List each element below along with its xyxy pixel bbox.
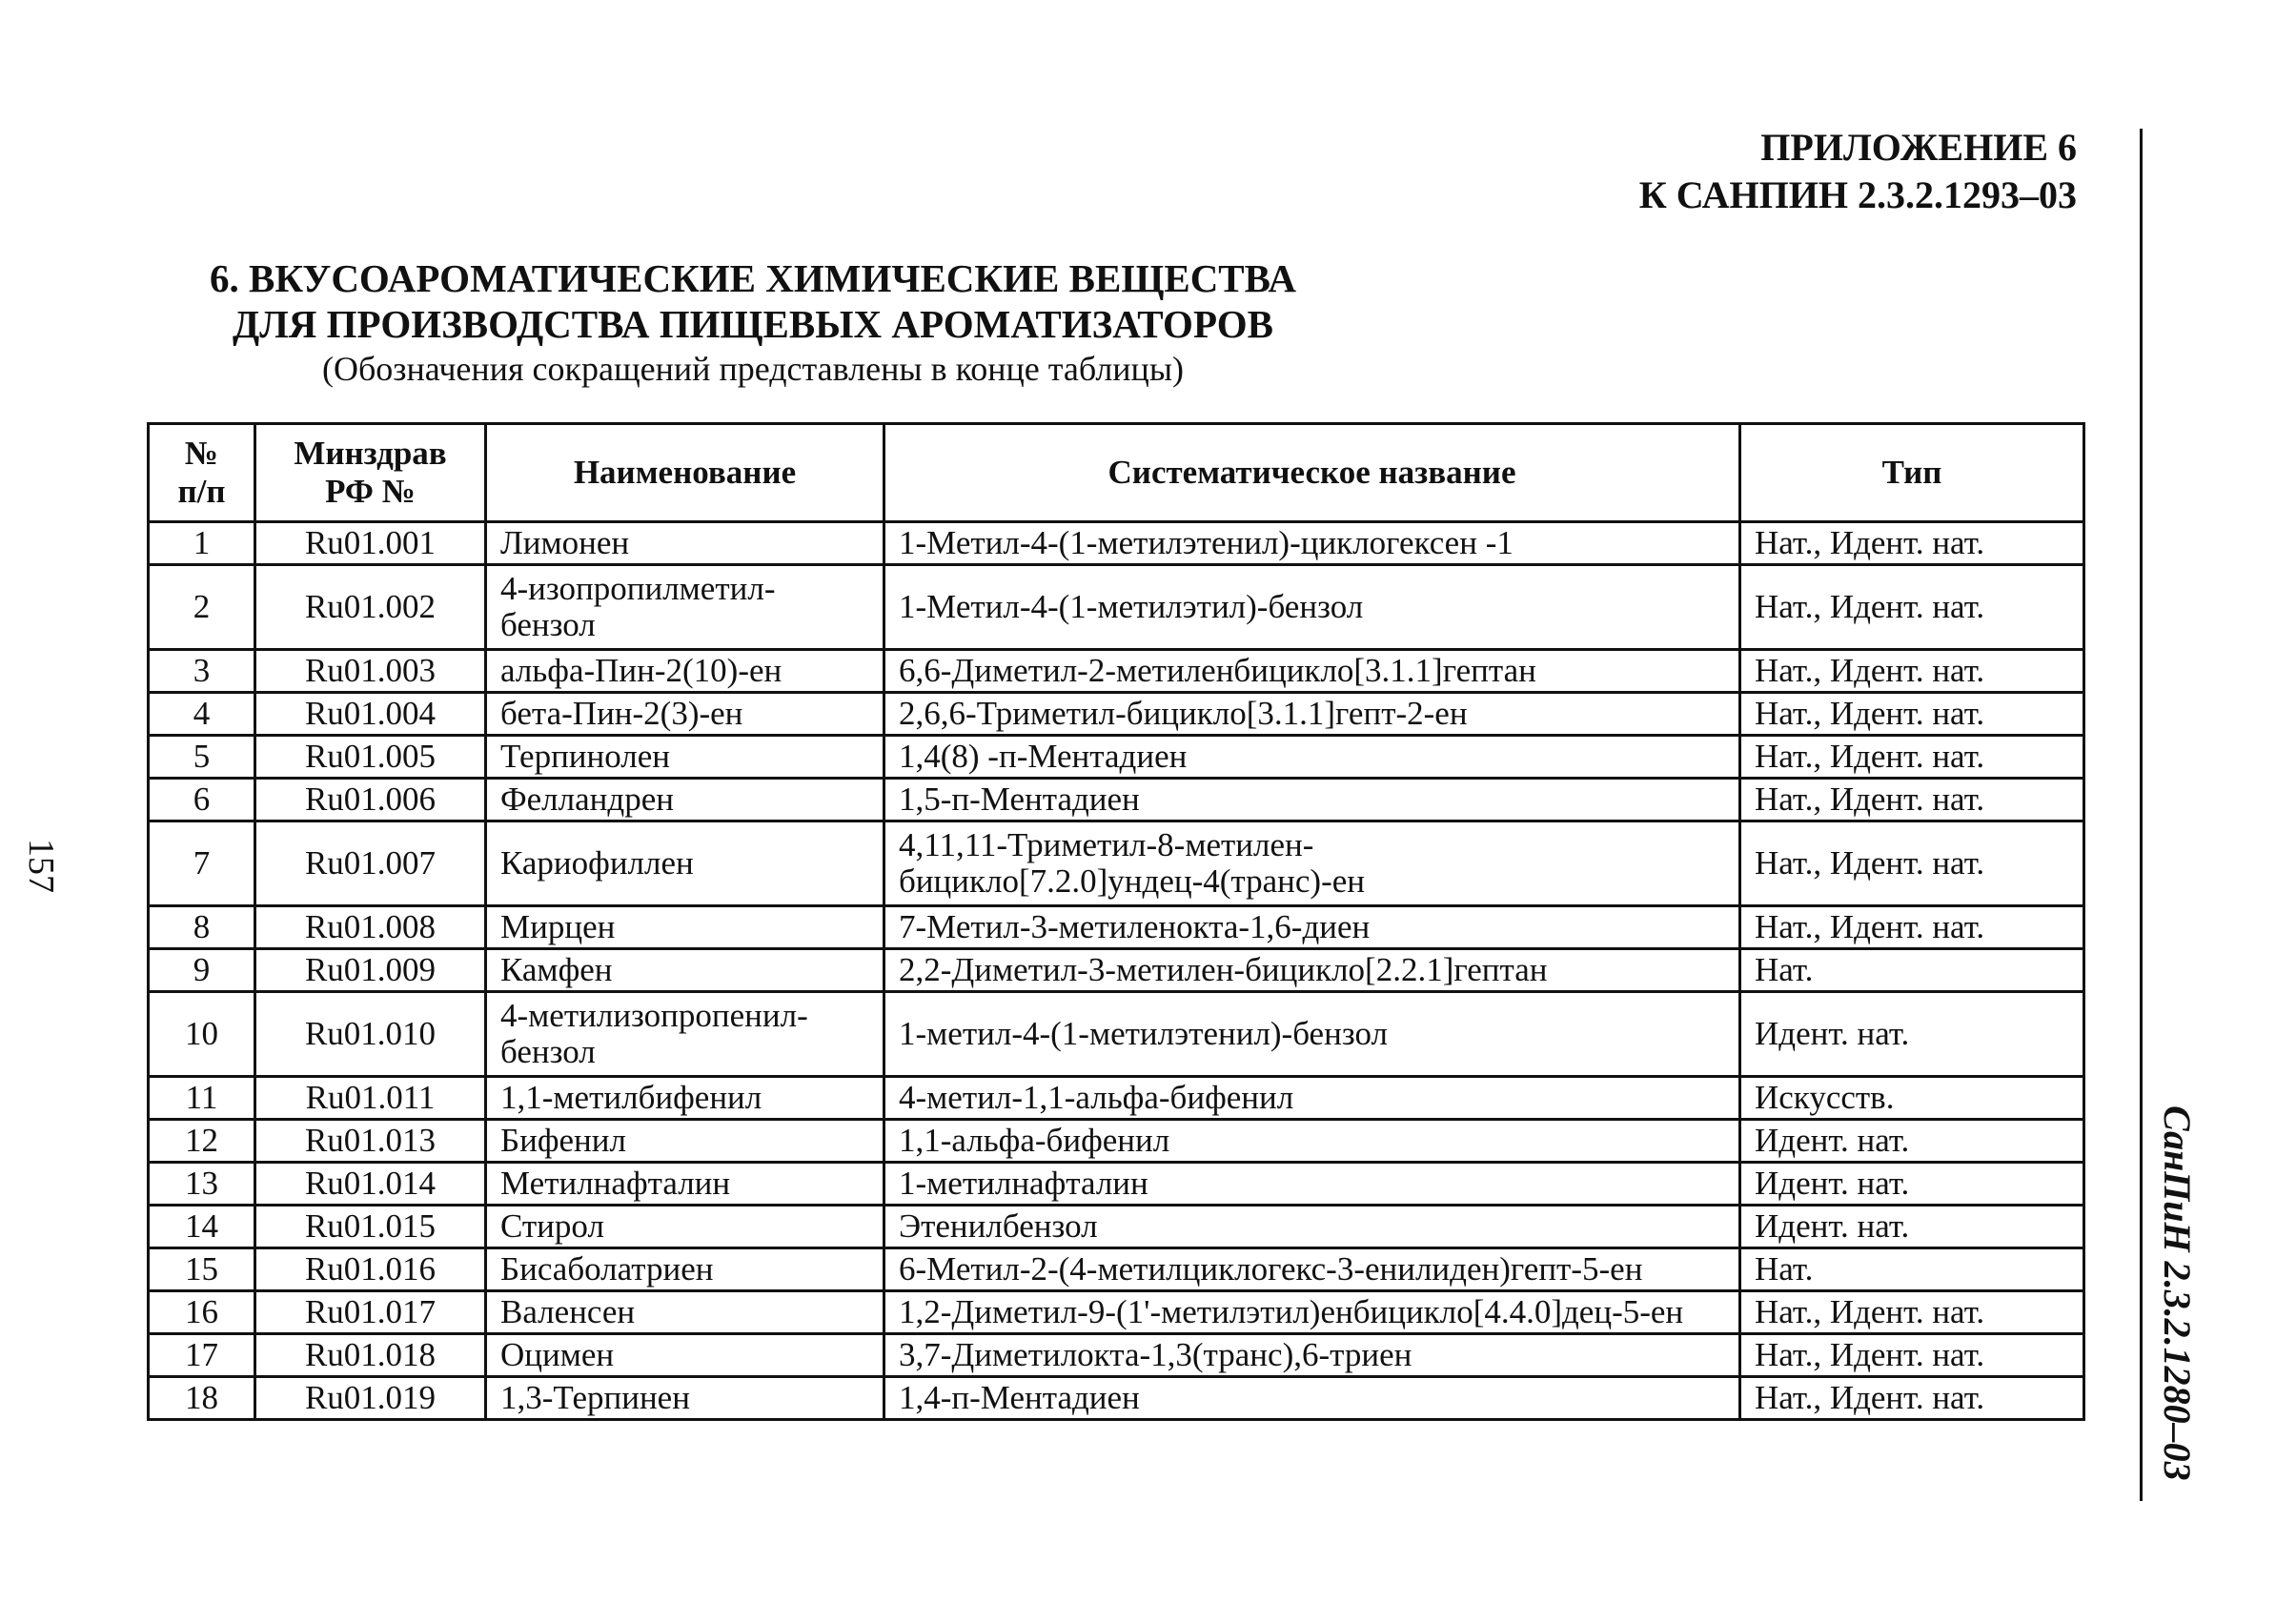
cell-number: 2 bbox=[149, 565, 255, 650]
table-row bbox=[149, 1291, 2084, 1334]
cell-systematic-name-line: 1,5-п-Ментадиен bbox=[899, 781, 1140, 818]
cell-name-line: Мирцен bbox=[500, 908, 616, 945]
cell-number: 18 bbox=[149, 1377, 255, 1420]
cell-name bbox=[486, 992, 884, 1077]
cell-systematic-name bbox=[884, 1248, 1740, 1291]
cell-systematic-name-line: 4-метил-1,1-альфа-бифенил bbox=[899, 1079, 1294, 1116]
cell-name-line: бензол bbox=[500, 1033, 596, 1070]
cell-name bbox=[486, 1248, 884, 1291]
cell-systematic-name-line: 1-Метил-4-(1-метилэтенил)-циклогексен -1 bbox=[899, 524, 1514, 561]
table-row bbox=[149, 992, 2084, 1077]
cell-name bbox=[486, 949, 884, 992]
header-number bbox=[149, 424, 255, 522]
cell-code: Ru01.014 bbox=[255, 1163, 486, 1206]
cell-code: Ru01.017 bbox=[255, 1291, 486, 1334]
cell-name-line: бензол bbox=[500, 606, 596, 643]
cell-systematic-name bbox=[884, 1077, 1740, 1120]
cell-systematic-name bbox=[884, 821, 1740, 906]
cell-number: 11 bbox=[149, 1077, 255, 1120]
cell-type: Нат., Идент. нат. bbox=[1740, 1291, 2084, 1334]
header-code-line-1: Минздрав bbox=[294, 435, 447, 472]
table-row bbox=[149, 1248, 2084, 1291]
cell-type: Нат., Идент. нат. bbox=[1740, 736, 2084, 779]
cell-name-line: Бисаболатриен bbox=[500, 1250, 714, 1288]
cell-code: Ru01.001 bbox=[255, 522, 486, 565]
cell-code: Ru01.002 bbox=[255, 565, 486, 650]
page-number: 157 bbox=[21, 839, 61, 893]
cell-systematic-name bbox=[884, 906, 1740, 949]
cell-name bbox=[486, 1291, 884, 1334]
cell-type: Нат., Идент. нат. bbox=[1740, 906, 2084, 949]
table-row bbox=[149, 522, 2084, 565]
cell-name-line: бета-Пин-2(3)-ен bbox=[500, 695, 743, 732]
header-type: Тип bbox=[1740, 424, 2084, 522]
cell-code: Ru01.018 bbox=[255, 1334, 486, 1377]
cell-systematic-name-line: 2,6,6-Триметил-бицикло[3.1.1]гепт-2-ен bbox=[899, 695, 1468, 732]
cell-name bbox=[486, 906, 884, 949]
cell-systematic-name bbox=[884, 1206, 1740, 1248]
appendix-line-2: К САНПИН 2.3.2.1293–03 bbox=[1638, 173, 2077, 216]
cell-code: Ru01.004 bbox=[255, 693, 486, 736]
cell-systematic-name bbox=[884, 736, 1740, 779]
cell-number: 13 bbox=[149, 1163, 255, 1206]
cell-systematic-name bbox=[884, 1291, 1740, 1334]
cell-type: Нат. bbox=[1740, 949, 2084, 992]
cell-name bbox=[486, 1077, 884, 1120]
cell-name bbox=[486, 779, 884, 821]
table-row bbox=[149, 693, 2084, 736]
cell-systematic-name bbox=[884, 992, 1740, 1077]
cell-systematic-name-line: 1-метил-4-(1-метилэтенил)-бензол bbox=[899, 1015, 1388, 1052]
cell-code: Ru01.009 bbox=[255, 949, 486, 992]
table-row bbox=[149, 1334, 2084, 1377]
cell-name-line: альфа-Пин-2(10)-ен bbox=[500, 652, 782, 689]
cell-systematic-name-line: 1,4-п-Ментадиен bbox=[899, 1379, 1140, 1416]
cell-type: Идент. нат. bbox=[1740, 1163, 2084, 1206]
cell-type: Нат., Идент. нат. bbox=[1740, 1377, 2084, 1420]
cell-type: Нат. bbox=[1740, 1248, 2084, 1291]
cell-systematic-name-line: 4,11,11-Триметил-8-метилен- bbox=[899, 826, 1314, 863]
cell-code: Ru01.003 bbox=[255, 650, 486, 693]
cell-number: 3 bbox=[149, 650, 255, 693]
cell-systematic-name bbox=[884, 650, 1740, 693]
cell-systematic-name bbox=[884, 1334, 1740, 1377]
cell-code: Ru01.011 bbox=[255, 1077, 486, 1120]
cell-name-line: 4-изопропилметил- bbox=[500, 570, 776, 607]
table-row bbox=[149, 1377, 2084, 1420]
table-row bbox=[149, 650, 2084, 693]
cell-code: Ru01.016 bbox=[255, 1248, 486, 1291]
cell-code: Ru01.005 bbox=[255, 736, 486, 779]
cell-type: Нат., Идент. нат. bbox=[1740, 1334, 2084, 1377]
cell-code: Ru01.013 bbox=[255, 1120, 486, 1163]
cell-name-line: Камфен bbox=[500, 951, 613, 988]
cell-name bbox=[486, 736, 884, 779]
cell-number: 8 bbox=[149, 906, 255, 949]
cell-name-line: Оцимен bbox=[500, 1336, 615, 1373]
header-code bbox=[255, 424, 486, 522]
cell-code: Ru01.019 bbox=[255, 1377, 486, 1420]
margin-rule bbox=[2140, 129, 2143, 1501]
cell-systematic-name-line: 1,4(8) -п-Ментадиен bbox=[899, 738, 1188, 775]
cell-number: 7 bbox=[149, 821, 255, 906]
table-row bbox=[149, 565, 2084, 650]
table-row bbox=[149, 779, 2084, 821]
cell-name-line: Валенсен bbox=[500, 1293, 636, 1330]
cell-name-line: Бифенил bbox=[500, 1122, 626, 1159]
table-header-row bbox=[149, 424, 2084, 522]
cell-name-line: Метилнафталин bbox=[500, 1165, 731, 1202]
cell-systematic-name-line: 6,6-Диметил-2-метиленбицикло[3.1.1]гептан bbox=[899, 652, 1536, 689]
cell-number: 15 bbox=[149, 1248, 255, 1291]
cell-name bbox=[486, 1377, 884, 1420]
header-systematic-name: Систематическое название bbox=[884, 424, 1740, 522]
cell-systematic-name bbox=[884, 565, 1740, 650]
cell-systematic-name-line: 6-Метил-2-(4-метилциклогекс-3-енилиден)гепт-5-ен bbox=[899, 1250, 1643, 1288]
cell-systematic-name-line: 1,2-Диметил-9-(1'-метилэтил)енбицикло[4.4.0]дец-5-ен bbox=[899, 1293, 1684, 1330]
cell-type: Искусств. bbox=[1740, 1077, 2084, 1120]
cell-number: 9 bbox=[149, 949, 255, 992]
cell-code: Ru01.008 bbox=[255, 906, 486, 949]
cell-name-line: Стирол bbox=[500, 1207, 604, 1245]
cell-type: Нат., Идент. нат. bbox=[1740, 821, 2084, 906]
cell-type: Нат., Идент. нат. bbox=[1740, 693, 2084, 736]
table-row bbox=[149, 1163, 2084, 1206]
cell-type: Нат., Идент. нат. bbox=[1740, 779, 2084, 821]
table-body bbox=[149, 522, 2084, 1420]
title-line-1: 6. ВКУСОАРОМАТИЧЕСКИЕ ХИМИЧЕСКИЕ ВЕЩЕСТВА bbox=[209, 256, 1297, 300]
cell-number: 5 bbox=[149, 736, 255, 779]
cell-name-line: Лимонен bbox=[500, 524, 630, 561]
document-title bbox=[0, 255, 1506, 347]
cell-number: 4 bbox=[149, 693, 255, 736]
table-row bbox=[149, 906, 2084, 949]
table-row bbox=[149, 821, 2084, 906]
cell-number: 12 bbox=[149, 1120, 255, 1163]
cell-code: Ru01.007 bbox=[255, 821, 486, 906]
cell-name bbox=[486, 565, 884, 650]
cell-name bbox=[486, 693, 884, 736]
cell-number: 14 bbox=[149, 1206, 255, 1248]
cell-type: Нат., Идент. нат. bbox=[1740, 522, 2084, 565]
cell-type: Нат., Идент. нат. bbox=[1740, 650, 2084, 693]
header-number-line-2: п/п bbox=[177, 473, 226, 510]
cell-systematic-name bbox=[884, 1120, 1740, 1163]
cell-name bbox=[486, 821, 884, 906]
cell-systematic-name-line: бицикло[7.2.0]ундец-4(транс)-ен bbox=[899, 862, 1365, 900]
cell-number: 1 bbox=[149, 522, 255, 565]
cell-systematic-name bbox=[884, 1163, 1740, 1206]
substances-table bbox=[147, 422, 2085, 1421]
cell-systematic-name bbox=[884, 949, 1740, 992]
running-head: СанПиН 2.3.2.1280–03 bbox=[2156, 1105, 2199, 1481]
cell-number: 10 bbox=[149, 992, 255, 1077]
cell-systematic-name-line: 7-Метил-3-метиленокта-1,6-диен bbox=[899, 908, 1371, 945]
cell-name-line: Терпинолен bbox=[500, 738, 671, 775]
title-line-2: ДЛЯ ПРОИЗВОДСТВА ПИЩЕВЫХ АРОМАТИЗАТОРОВ bbox=[233, 302, 1273, 346]
cell-number: 6 bbox=[149, 779, 255, 821]
table-row bbox=[149, 1120, 2084, 1163]
cell-systematic-name bbox=[884, 693, 1740, 736]
cell-systematic-name-line: 1-метилнафталин bbox=[899, 1165, 1148, 1202]
cell-systematic-name bbox=[884, 779, 1740, 821]
cell-systematic-name bbox=[884, 522, 1740, 565]
cell-name bbox=[486, 1206, 884, 1248]
cell-name bbox=[486, 1163, 884, 1206]
cell-name-line: 1,3-Терпинен bbox=[500, 1379, 690, 1416]
header-code-line-2: РФ № bbox=[325, 473, 416, 510]
cell-name bbox=[486, 650, 884, 693]
title-subtitle: (Обозначения сокращений представлены в конце таблицы) bbox=[322, 350, 1184, 388]
cell-name-line: 1,1-метилбифенил bbox=[500, 1079, 762, 1116]
cell-type: Нат., Идент. нат. bbox=[1740, 565, 2084, 650]
cell-name-line: Фелландрен bbox=[500, 781, 674, 818]
cell-systematic-name bbox=[884, 1377, 1740, 1420]
cell-code: Ru01.006 bbox=[255, 779, 486, 821]
appendix-line-1: ПРИЛОЖЕНИЕ 6 bbox=[1760, 126, 2077, 169]
header-number-line-1: № bbox=[184, 435, 219, 472]
cell-name bbox=[486, 1334, 884, 1377]
cell-type: Идент. нат. bbox=[1740, 1206, 2084, 1248]
cell-systematic-name-line: 1,1-альфа-бифенил bbox=[899, 1122, 1170, 1159]
cell-name-line: Кариофиллен bbox=[500, 844, 694, 882]
cell-number: 17 bbox=[149, 1334, 255, 1377]
header-name: Наименование bbox=[486, 424, 884, 522]
cell-type: Идент. нат. bbox=[1740, 1120, 2084, 1163]
cell-name bbox=[486, 522, 884, 565]
cell-code: Ru01.015 bbox=[255, 1206, 486, 1248]
cell-systematic-name-line: 2,2-Диметил-3-метилен-бицикло[2.2.1]гептан bbox=[899, 951, 1548, 988]
cell-number: 16 bbox=[149, 1291, 255, 1334]
cell-systematic-name-line: 3,7-Диметилокта-1,3(транс),6-триен bbox=[899, 1336, 1412, 1373]
cell-type: Идент. нат. bbox=[1740, 992, 2084, 1077]
table-row bbox=[149, 1077, 2084, 1120]
table-row bbox=[149, 949, 2084, 992]
table-row bbox=[149, 736, 2084, 779]
appendix-heading bbox=[1639, 124, 2077, 219]
cell-code: Ru01.010 bbox=[255, 992, 486, 1077]
table-row bbox=[149, 1206, 2084, 1248]
cell-name-line: 4-метилизопропенил- bbox=[500, 997, 808, 1034]
cell-systematic-name-line: 1-Метил-4-(1-метилэтил)-бензол bbox=[899, 588, 1364, 625]
cell-systematic-name-line: Этенилбензол bbox=[899, 1207, 1098, 1245]
cell-name bbox=[486, 1120, 884, 1163]
